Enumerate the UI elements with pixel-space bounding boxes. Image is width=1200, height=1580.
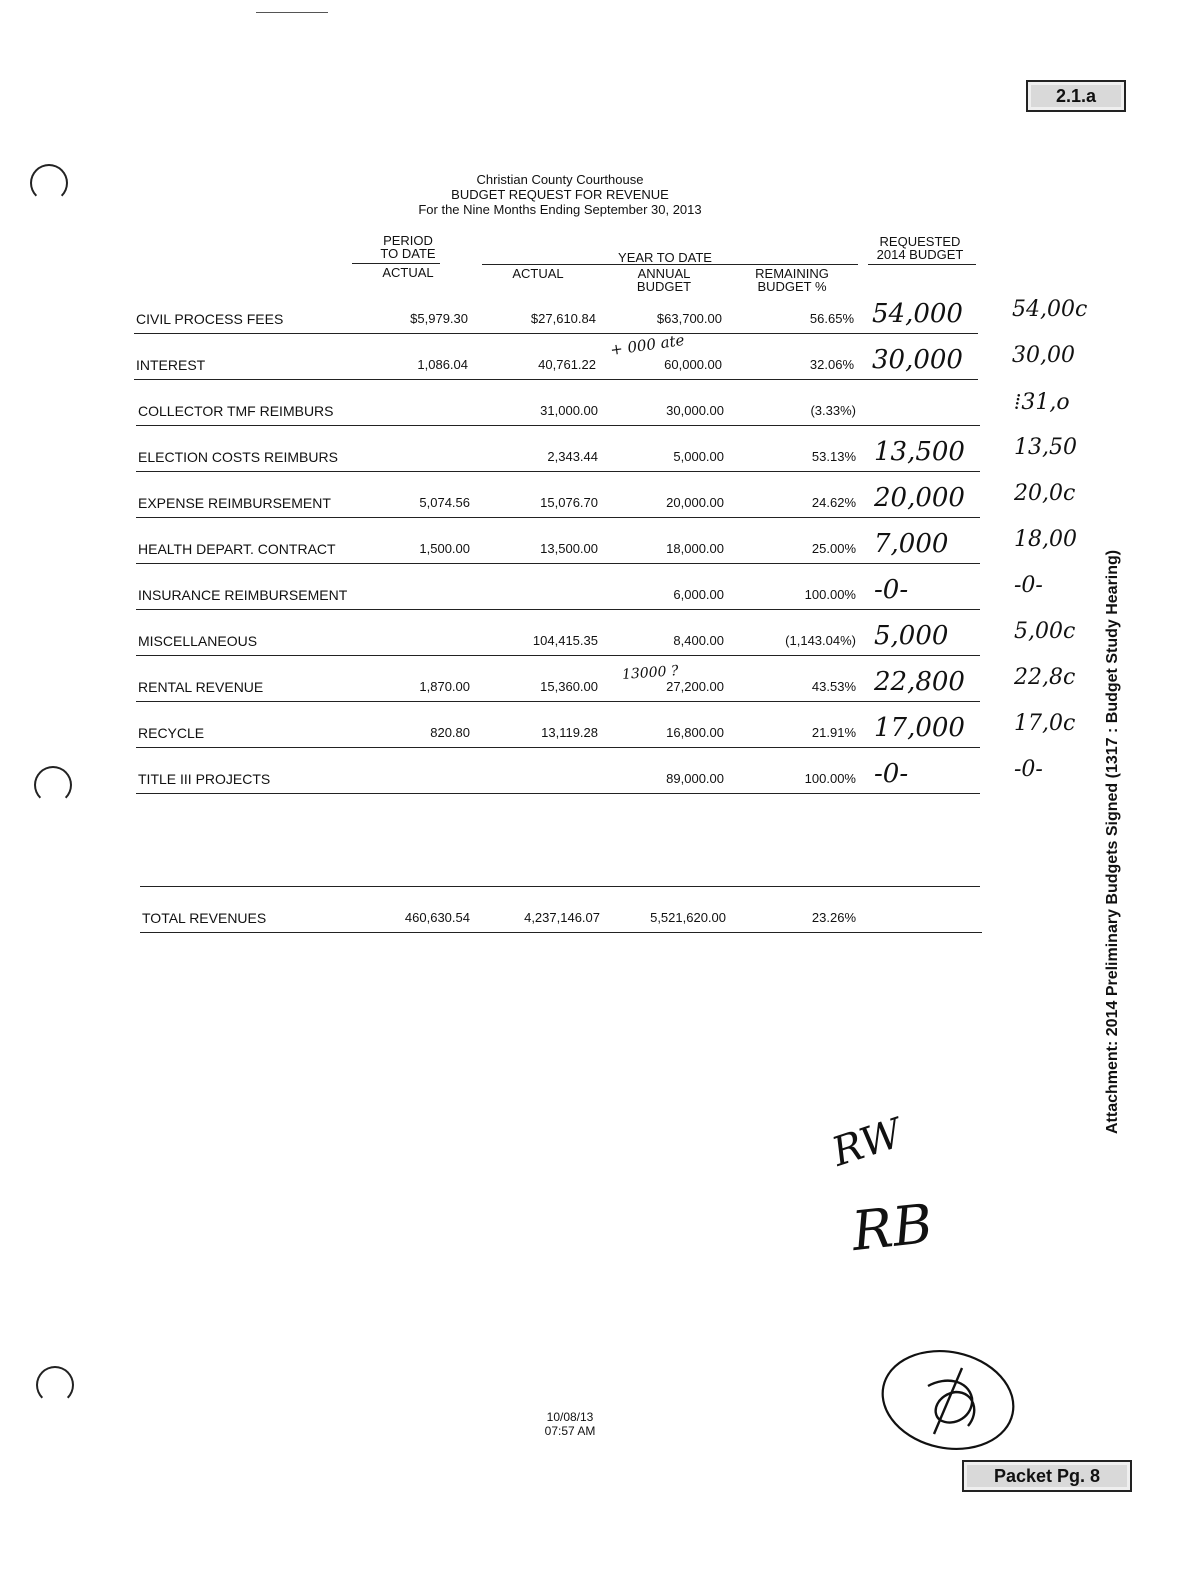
- row-margin-handwritten: 30,00: [1012, 343, 1075, 368]
- row-margin-handwritten: -0-: [1014, 573, 1043, 598]
- row-label: INSURANCE REIMBURSEMENT: [138, 587, 348, 603]
- page-tag: 2.1.a: [1026, 80, 1126, 112]
- print-timestamp: [520, 1410, 620, 1438]
- row-remaining-pct: 24.62%: [811, 495, 856, 510]
- row-annual-budget: 30,000.00: [666, 403, 724, 418]
- col-header-ptd-actual: ACTUAL: [382, 265, 434, 280]
- row-label: TITLE III PROJECTS: [138, 771, 271, 787]
- row-margin-handwritten: ⁞31,o: [1014, 390, 1070, 415]
- row-margin-handwritten: 22,8c: [1014, 665, 1076, 690]
- row-requested-handwritten: 22,800: [874, 667, 965, 697]
- report-header: [380, 172, 740, 217]
- row-ptd-actual: 820.80: [430, 725, 470, 740]
- col-header-period: PERIOD TO DATE: [380, 233, 436, 261]
- row-ytd-actual: 15,076.70: [540, 495, 598, 510]
- header-period: For the Nine Months Ending September 30, 2013: [418, 202, 702, 217]
- header-org: Christian County Courthouse: [476, 172, 644, 187]
- row-annual-budget: 27,200.00: [666, 679, 724, 694]
- row-label: RENTAL REVENUE: [138, 679, 264, 695]
- total-bottom-rule: [140, 932, 982, 933]
- row-label: INTEREST: [136, 357, 206, 373]
- handwritten-note-interest: + 000 ate: [609, 330, 686, 360]
- total-budget: 5,521,620.00: [650, 910, 726, 925]
- row-rule: [136, 425, 980, 426]
- header-title: BUDGET REQUEST FOR REVENUE: [451, 187, 669, 202]
- row-requested-handwritten: 20,000: [874, 483, 965, 513]
- row-rule: [136, 701, 980, 702]
- punch-hole-middle: [34, 766, 72, 804]
- punch-hole-bottom: [36, 1366, 74, 1404]
- row-annual-budget: 5,000.00: [673, 449, 724, 464]
- row-ytd-actual: 2,343.44: [547, 449, 598, 464]
- row-rule: [136, 563, 980, 564]
- punch-hole-top: [30, 164, 68, 202]
- row-remaining-pct: 100.00%: [804, 587, 856, 602]
- row-annual-budget: $63,700.00: [656, 311, 722, 326]
- initials-rb: RB: [848, 1191, 936, 1264]
- row-ptd-actual: 1,870.00: [419, 679, 470, 694]
- scan-mark: [256, 12, 328, 13]
- handwritten-note-rental: 13000 ?: [621, 663, 679, 683]
- total-ytd: 4,237,146.07: [524, 910, 600, 925]
- print-time: 07:57 AM: [544, 1424, 596, 1438]
- row-ptd-actual: 5,074.56: [419, 495, 470, 510]
- row-label: ELECTION COSTS REIMBURS: [138, 449, 338, 465]
- row-remaining-pct: 21.91%: [811, 725, 856, 740]
- row-remaining-pct: 100.00%: [804, 771, 856, 786]
- row-remaining-pct: 56.65%: [809, 311, 854, 326]
- total-label: TOTAL REVENUES: [142, 910, 267, 926]
- total-ptd: 460,630.54: [404, 910, 470, 925]
- row-rule: [136, 655, 980, 656]
- col-header-ytd-actual: ACTUAL: [512, 266, 564, 281]
- row-annual-budget: 16,800.00: [666, 725, 724, 740]
- row-rule: [136, 793, 980, 794]
- col-header-ytd: YEAR TO DATE: [618, 250, 712, 265]
- initials-rw: RW: [826, 1110, 908, 1176]
- row-ytd-actual: 13,500.00: [540, 541, 598, 556]
- row-label: RECYCLE: [138, 725, 205, 741]
- row-label: MISCELLANEOUS: [138, 633, 258, 649]
- row-annual-budget: 6,000.00: [673, 587, 724, 602]
- row-rule: [136, 517, 980, 518]
- row-ptd-actual: 1,086.04: [417, 357, 468, 372]
- row-label: EXPENSE REIMBURSEMENT: [138, 495, 331, 511]
- row-margin-handwritten: 13,50: [1014, 435, 1077, 460]
- row-requested-handwritten: 54,000: [872, 299, 963, 329]
- print-date: 10/08/13: [546, 1410, 594, 1424]
- col-header-annual-budget: ANNUAL BUDGET: [636, 266, 692, 294]
- col-rule-ytd: [482, 264, 858, 265]
- row-remaining-pct: 53.13%: [811, 449, 856, 464]
- row-remaining-pct: (1,143.04%): [785, 633, 856, 648]
- row-annual-budget: 20,000.00: [666, 495, 724, 510]
- row-ytd-actual: 13,119.28: [541, 725, 598, 740]
- total-top-rule: [140, 886, 980, 887]
- row-requested-handwritten: 13,500: [874, 437, 965, 467]
- row-annual-budget: 89,000.00: [666, 771, 724, 786]
- row-rule: [134, 333, 978, 334]
- row-rule: [136, 747, 980, 748]
- row-remaining-pct: 43.53%: [811, 679, 856, 694]
- packet-page-tag: Packet Pg. 8: [962, 1460, 1132, 1492]
- row-ytd-actual: 31,000.00: [540, 403, 598, 418]
- row-label: COLLECTOR TMF REIMBURS: [138, 403, 334, 419]
- row-ytd-actual: 40,761.22: [538, 357, 596, 372]
- circled-initial-mark: [876, 1346, 1026, 1458]
- row-ytd-actual: 15,360.00: [540, 679, 598, 694]
- row-label: CIVIL PROCESS FEES: [136, 311, 284, 327]
- row-remaining-pct: 32.06%: [809, 357, 854, 372]
- row-requested-handwritten: 17,000: [874, 713, 965, 743]
- row-remaining-pct: (3.33%): [810, 403, 856, 418]
- row-rule: [136, 609, 980, 610]
- row-rule: [136, 471, 980, 472]
- row-requested-handwritten: -0-: [874, 575, 909, 605]
- row-margin-handwritten: 18,00: [1014, 527, 1077, 552]
- row-margin-handwritten: 17,0c: [1014, 711, 1076, 736]
- attachment-caption: Attachment: 2014 Preliminary Budgets Signed (1317 : Budget Study Hearing): [1104, 549, 1121, 1134]
- row-margin-handwritten: 5,00c: [1014, 619, 1076, 644]
- row-requested-handwritten: 5,000: [874, 621, 949, 651]
- row-remaining-pct: 25.00%: [811, 541, 856, 556]
- col-rule-period: [352, 263, 440, 264]
- row-annual-budget: 60,000.00: [664, 357, 722, 372]
- total-remaining: 23.26%: [811, 910, 856, 925]
- row-requested-handwritten: -0-: [874, 759, 909, 789]
- row-margin-handwritten: 54,00c: [1012, 297, 1088, 322]
- row-ytd-actual: $27,610.84: [530, 311, 596, 326]
- row-requested-handwritten: 30,000: [872, 345, 963, 375]
- row-ytd-actual: 104,415.35: [532, 633, 598, 648]
- row-ptd-actual: $5,979.30: [410, 311, 468, 326]
- col-header-requested: REQUESTED 2014 BUDGET: [876, 234, 964, 262]
- row-label: HEALTH DEPART. CONTRACT: [138, 541, 336, 557]
- row-annual-budget: 8,400.00: [673, 633, 724, 648]
- row-margin-handwritten: 20,0c: [1014, 481, 1076, 506]
- col-header-remaining: REMAINING BUDGET %: [755, 266, 829, 294]
- col-rule-requested: [868, 264, 976, 265]
- row-margin-handwritten: -0-: [1014, 757, 1043, 782]
- row-annual-budget: 18,000.00: [666, 541, 724, 556]
- row-rule: [134, 379, 978, 380]
- row-ptd-actual: 1,500.00: [419, 541, 470, 556]
- row-requested-handwritten: 7,000: [874, 529, 949, 559]
